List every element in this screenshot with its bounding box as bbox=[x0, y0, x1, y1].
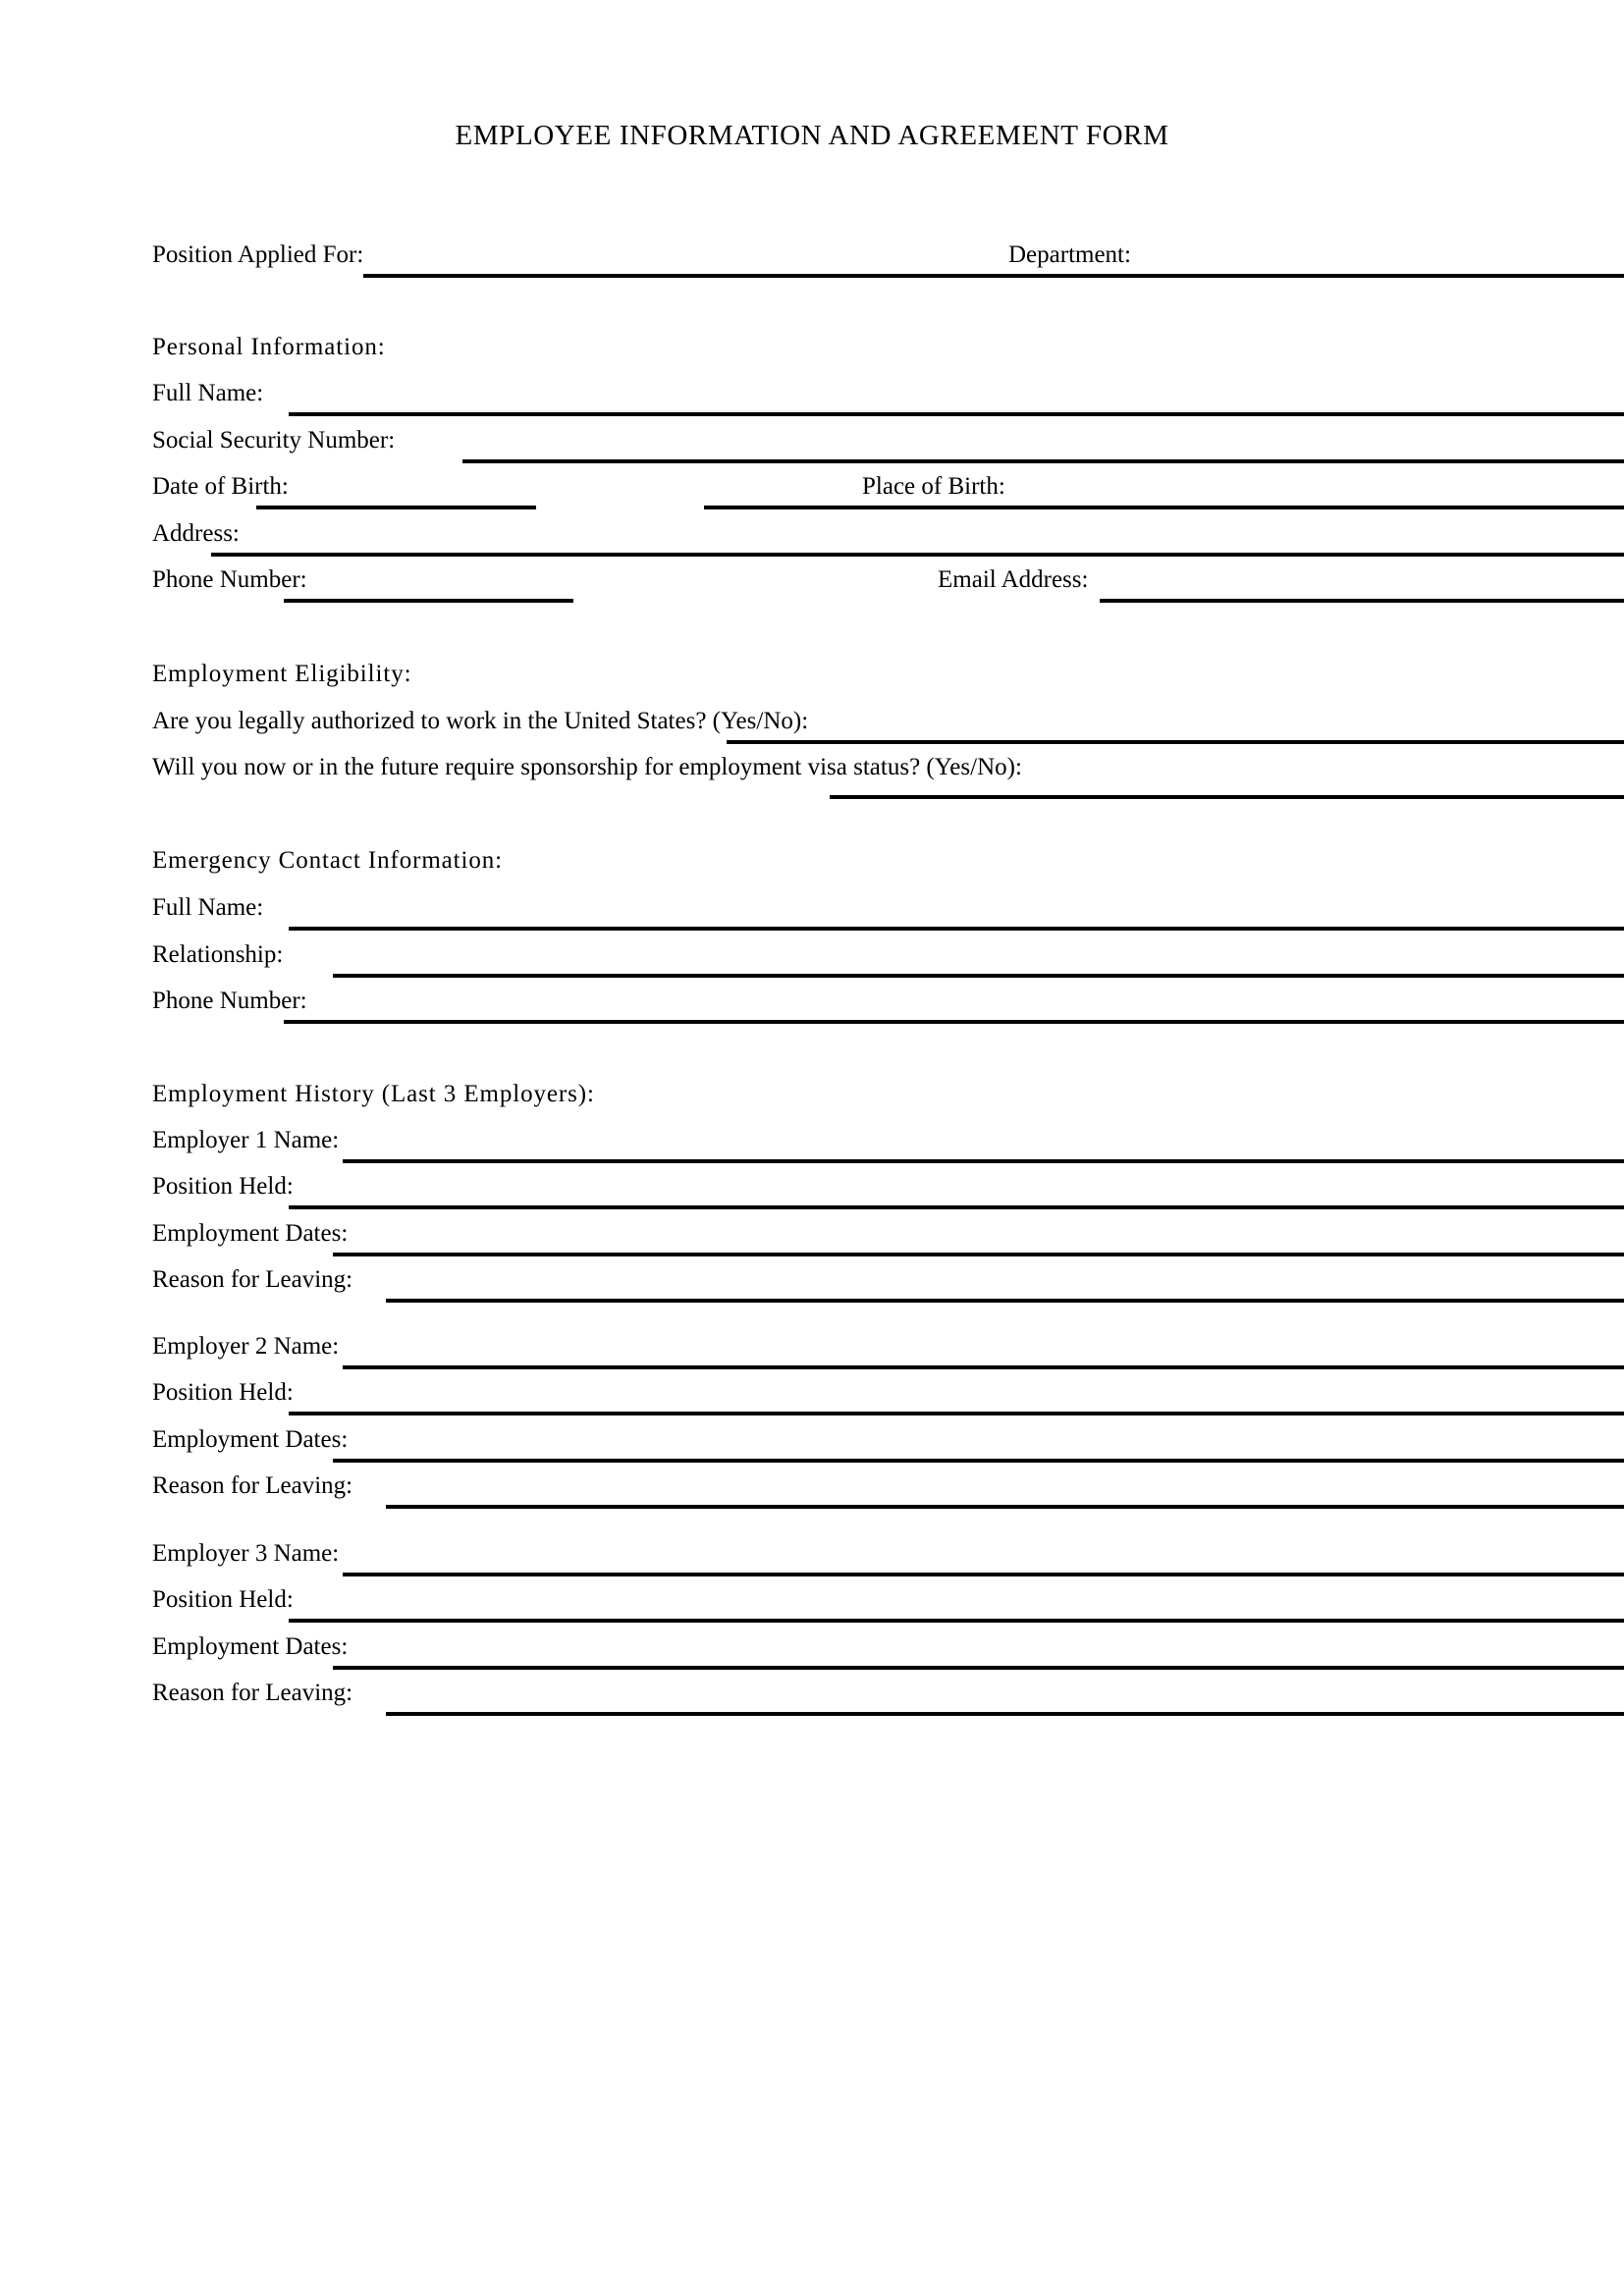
row-employer-2-dates bbox=[152, 1425, 1478, 1459]
row-emergency-relationship bbox=[152, 940, 1478, 974]
address-input-line[interactable] bbox=[211, 553, 1624, 557]
row-emergency-phone bbox=[152, 987, 1478, 1020]
employer-3-position-held-label: Position Held: bbox=[152, 1586, 294, 1613]
row-phone-email bbox=[152, 565, 1478, 599]
employer-3-employment-dates-input-line[interactable] bbox=[333, 1666, 1624, 1670]
employer-3-position-held-input-line[interactable] bbox=[289, 1619, 1624, 1623]
row-address bbox=[152, 519, 1478, 553]
employer-1-employment-dates-input-line[interactable] bbox=[333, 1253, 1624, 1256]
row-social-security-number bbox=[152, 426, 1478, 459]
employer-2-reason-for-leaving-input-line[interactable] bbox=[386, 1505, 1624, 1509]
social-security-number-label: Social Security Number: bbox=[152, 427, 396, 454]
employer-1-employment-dates-label: Employment Dates: bbox=[152, 1220, 349, 1247]
page-title: EMPLOYEE INFORMATION AND AGREEMENT FORM bbox=[455, 120, 1169, 151]
visa-sponsorship-question-label: Will you now or in the future require sponsorship for employment visa status? (Yes/No): bbox=[152, 754, 1022, 780]
row-visa-sponsorship bbox=[152, 753, 1478, 786]
row-employer-3-dates bbox=[152, 1632, 1478, 1666]
row-full-name bbox=[152, 379, 1478, 412]
full-name-input-line[interactable] bbox=[289, 412, 1624, 416]
date-of-birth-label: Date of Birth: bbox=[152, 473, 289, 500]
row-employer-3-name bbox=[152, 1539, 1478, 1573]
row-employer-3-position bbox=[152, 1585, 1478, 1619]
employer-2-reason-for-leaving-label: Reason for Leaving: bbox=[152, 1472, 353, 1499]
row-employer-2-reason bbox=[152, 1471, 1478, 1505]
employer-1-reason-for-leaving-input-line[interactable] bbox=[386, 1299, 1624, 1303]
position-applied-for-input-line[interactable] bbox=[363, 274, 1624, 278]
employer-2-name-label: Employer 2 Name: bbox=[152, 1333, 340, 1360]
employer-2-employment-dates-label: Employment Dates: bbox=[152, 1426, 349, 1453]
phone-number-label: Phone Number: bbox=[152, 566, 307, 593]
employer-3-reason-for-leaving-label: Reason for Leaving: bbox=[152, 1680, 353, 1706]
row-employer-2-position bbox=[152, 1378, 1478, 1412]
employment-history-heading: Employment History (Last 3 Employers): bbox=[152, 1081, 595, 1107]
personal-information-heading: Personal Information: bbox=[152, 334, 386, 360]
employer-2-name-input-line[interactable] bbox=[343, 1365, 1624, 1369]
position-applied-for-label: Position Applied For: bbox=[152, 241, 364, 268]
department-label: Department: bbox=[1008, 241, 1131, 268]
emergency-relationship-label: Relationship: bbox=[152, 941, 284, 968]
work-authorization-question-label: Are you legally authorized to work in the United States? (Yes/No): bbox=[152, 708, 809, 734]
full-name-label: Full Name: bbox=[152, 380, 264, 406]
employer-3-name-label: Employer 3 Name: bbox=[152, 1540, 340, 1567]
date-of-birth-input-line[interactable] bbox=[256, 506, 536, 509]
employer-1-position-held-input-line[interactable] bbox=[289, 1205, 1624, 1209]
emergency-phone-number-input-line[interactable] bbox=[284, 1020, 1624, 1024]
emergency-relationship-input-line[interactable] bbox=[333, 974, 1624, 978]
employment-eligibility-heading: Employment Eligibility: bbox=[152, 661, 412, 687]
place-of-birth-input-line[interactable] bbox=[704, 506, 1624, 509]
employer-3-name-input-line[interactable] bbox=[343, 1573, 1624, 1576]
email-address-label: Email Address: bbox=[938, 566, 1089, 593]
row-employer-1-name bbox=[152, 1126, 1478, 1159]
emergency-full-name-input-line[interactable] bbox=[289, 927, 1624, 931]
work-authorization-answer-line[interactable] bbox=[727, 740, 1624, 744]
employer-2-position-held-label: Position Held: bbox=[152, 1379, 294, 1406]
row-employer-1-dates bbox=[152, 1219, 1478, 1253]
emergency-phone-number-label: Phone Number: bbox=[152, 988, 307, 1014]
employer-3-reason-for-leaving-input-line[interactable] bbox=[386, 1712, 1624, 1716]
row-employer-2-name bbox=[152, 1332, 1478, 1365]
row-employer-1-reason bbox=[152, 1265, 1478, 1299]
employer-2-position-held-input-line[interactable] bbox=[289, 1412, 1624, 1415]
employer-1-name-input-line[interactable] bbox=[343, 1159, 1624, 1163]
row-position-department bbox=[152, 240, 1478, 274]
row-employer-1-position bbox=[152, 1172, 1478, 1205]
emergency-full-name-label: Full Name: bbox=[152, 894, 264, 921]
emergency-contact-heading: Emergency Contact Information: bbox=[152, 847, 503, 874]
social-security-number-input-line[interactable] bbox=[462, 459, 1624, 463]
address-label: Address: bbox=[152, 520, 240, 547]
section-emergency-contact bbox=[152, 846, 1478, 878]
employer-2-employment-dates-input-line[interactable] bbox=[333, 1459, 1624, 1463]
place-of-birth-label: Place of Birth: bbox=[862, 473, 1005, 500]
section-employment-eligibility bbox=[152, 660, 1478, 691]
employer-1-name-label: Employer 1 Name: bbox=[152, 1127, 340, 1153]
row-date-place-of-birth bbox=[152, 472, 1478, 506]
row-work-authorization bbox=[152, 707, 1478, 740]
employer-1-position-held-label: Position Held: bbox=[152, 1173, 294, 1200]
section-employment-history bbox=[152, 1080, 1478, 1111]
section-personal-information bbox=[152, 333, 1478, 364]
row-emergency-full-name bbox=[152, 893, 1478, 927]
employer-3-employment-dates-label: Employment Dates: bbox=[152, 1633, 349, 1660]
employer-1-reason-for-leaving-label: Reason for Leaving: bbox=[152, 1266, 353, 1293]
phone-number-input-line[interactable] bbox=[284, 599, 573, 603]
row-employer-3-reason bbox=[152, 1679, 1478, 1712]
visa-sponsorship-answer-line[interactable] bbox=[830, 795, 1624, 799]
email-address-input-line[interactable] bbox=[1100, 599, 1624, 603]
